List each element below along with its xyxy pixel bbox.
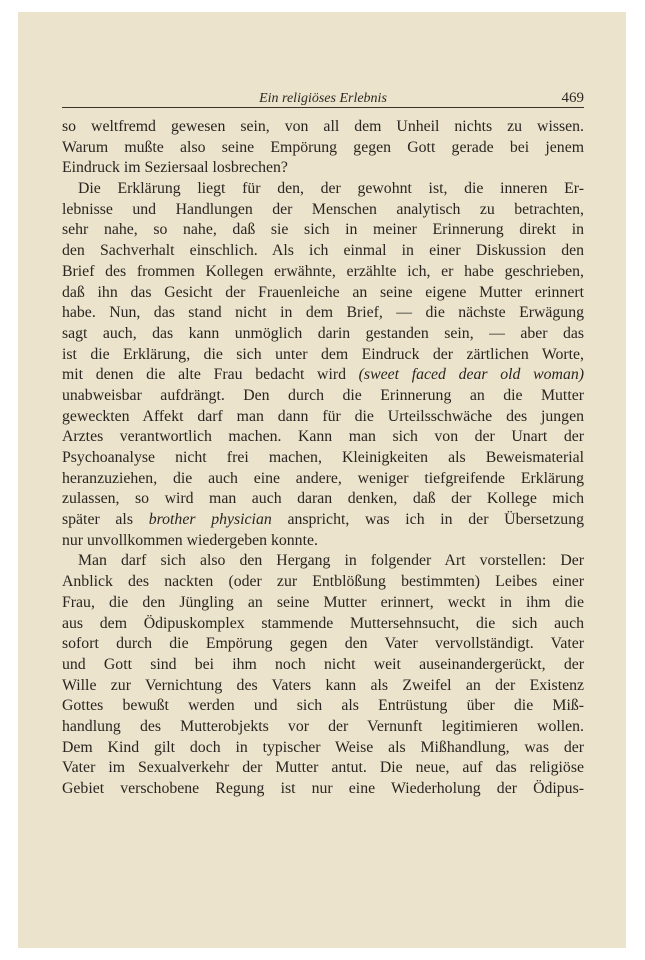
text-line bbox=[62, 303, 584, 324]
text-segment: nur unvollkommen wiedergeben konnte. bbox=[62, 531, 318, 549]
text-line bbox=[62, 655, 584, 676]
text-segment: sehr nahe, so nahe, daß sie sich in meiner Erinnerung direkt in bbox=[62, 221, 584, 239]
text-segment: daß ihn das Gesicht der Frauenleiche an seine eigene Mutter erinnert bbox=[62, 283, 584, 301]
text-segment: Anblick des nackten (oder zur Entblößung bestimmten) Leibes einer bbox=[62, 573, 584, 591]
text-line bbox=[62, 717, 584, 738]
text-line bbox=[62, 614, 584, 635]
text-segment: anspricht, was ich in der Übersetzung bbox=[271, 511, 584, 529]
text-line bbox=[62, 510, 584, 531]
text-line bbox=[62, 676, 584, 697]
text-segment: ist die Erklärung, die sich unter dem Eindruck der zärtlichen Worte, bbox=[62, 345, 584, 363]
text-line bbox=[62, 200, 584, 221]
text-segment: Die Erklärung liegt für den, der gewohnt ist, die inneren Er- bbox=[78, 180, 584, 198]
text-line bbox=[62, 696, 584, 717]
text-segment: aus dem Ödipuskomplex stammende Muttersehnsucht, die sich auch bbox=[62, 614, 584, 632]
text-segment: Gebiet verschobene Regung ist nur eine Wiederholung der Ödipus- bbox=[62, 780, 584, 797]
text-segment: den Sachverhalt einschlich. Als ich einmal in einer Diskussion den bbox=[62, 242, 584, 260]
text-line bbox=[62, 551, 584, 572]
text-segment: und Gott sind bei ihm noch nicht weit auseinandergerückt, der bbox=[62, 655, 584, 673]
text-line bbox=[62, 241, 584, 262]
text-segment: heranzuziehen, die auch eine andere, weniger tiefgreifende Erklärung bbox=[62, 469, 584, 487]
text-segment: Warum mußte also seine Empörung gegen Gott gerade bei jenem bbox=[62, 138, 584, 156]
text-line bbox=[62, 634, 584, 655]
text-segment: handlung des Mutterobjekts vor der Vernunft legitimieren wollen. bbox=[62, 717, 584, 735]
text-segment: Eindruck im Seziersaal losbrechen? bbox=[62, 159, 288, 177]
text-segment: später als bbox=[62, 511, 149, 529]
running-title: Ein religiöses Erlebnis bbox=[259, 91, 387, 106]
text-segment: mit denen die alte Frau bedacht wird bbox=[62, 366, 359, 384]
page-header bbox=[62, 91, 584, 108]
text-line bbox=[62, 283, 584, 304]
text-line bbox=[62, 593, 584, 614]
text-line bbox=[62, 758, 584, 779]
text-segment: Brief des frommen Kollegen erwähnte, erzählte ich, er habe geschrieben, bbox=[62, 262, 584, 280]
text-line bbox=[62, 469, 584, 490]
body-text bbox=[62, 117, 584, 800]
text-line bbox=[62, 738, 584, 759]
text-segment: geweckten Affekt darf man dann für die Urteilsschwäche des jungen bbox=[62, 407, 584, 425]
text-line bbox=[62, 489, 584, 510]
text-line bbox=[62, 179, 584, 200]
text-segment: Dem Kind gilt doch in typischer Weise als Mißhandlung, was der bbox=[62, 738, 584, 756]
text-segment: so weltfremd gewesen sein, von all dem Unheil nichts zu wissen. bbox=[62, 118, 584, 135]
text-segment: unabweisbar aufdrängt. Den durch die Erinnerung an die Mutter bbox=[62, 386, 584, 404]
text-segment: Arztes verantwortlich machen. Kann man sich von der Unart der bbox=[62, 428, 584, 446]
text-line bbox=[62, 158, 584, 179]
text-segment: Gottes bewußt werden und sich als Entrüstung über die Miß- bbox=[62, 697, 584, 715]
text-segment: Frau, die den Jüngling an seine Mutter erinnert, weckt in ihm die bbox=[62, 593, 584, 611]
text-line bbox=[62, 386, 584, 407]
text-segment: sofort durch die Empörung gegen den Vater vervollständigt. Vater bbox=[62, 635, 584, 653]
text-line bbox=[62, 262, 584, 283]
text-line bbox=[62, 365, 584, 386]
text-line bbox=[62, 427, 584, 448]
text-line bbox=[62, 138, 584, 159]
italic-text: brother physician bbox=[148, 511, 272, 529]
text-segment: Wille zur Vernichtung des Vaters kann als Zweifel an der Existenz bbox=[62, 676, 584, 694]
text-line bbox=[62, 117, 584, 138]
text-line bbox=[62, 324, 584, 345]
text-segment: Vater im Sexualverkehr der Mutter antut. Die neue, auf das religiöse bbox=[62, 759, 584, 777]
text-line bbox=[62, 572, 584, 593]
text-segment: habe. Nun, das stand nicht in dem Brief, — die nächste Erwägung bbox=[62, 304, 584, 322]
text-segment: sagt auch, das kann unmöglich darin gestanden sein, — aber das bbox=[62, 324, 584, 342]
text-line bbox=[62, 531, 584, 552]
text-line bbox=[62, 779, 584, 800]
text-line bbox=[62, 407, 584, 428]
page-number: 469 bbox=[561, 90, 584, 106]
text-segment: Psychoanalyse nicht frei machen, Kleinigkeiten als Beweismaterial bbox=[62, 449, 584, 466]
italic-text: (sweet faced dear old woman) bbox=[358, 366, 584, 384]
text-segment: Man darf sich also den Hergang in folgender Art vorstellen: Der bbox=[78, 552, 584, 570]
text-line bbox=[62, 345, 584, 366]
text-segment: lebnisse und Handlungen der Menschen analytisch zu betrachten, bbox=[62, 200, 584, 218]
text-segment: zulassen, so wird man auch daran denken, daß der Kollege mich bbox=[62, 490, 584, 508]
text-line bbox=[62, 220, 584, 241]
text-line bbox=[62, 448, 584, 469]
